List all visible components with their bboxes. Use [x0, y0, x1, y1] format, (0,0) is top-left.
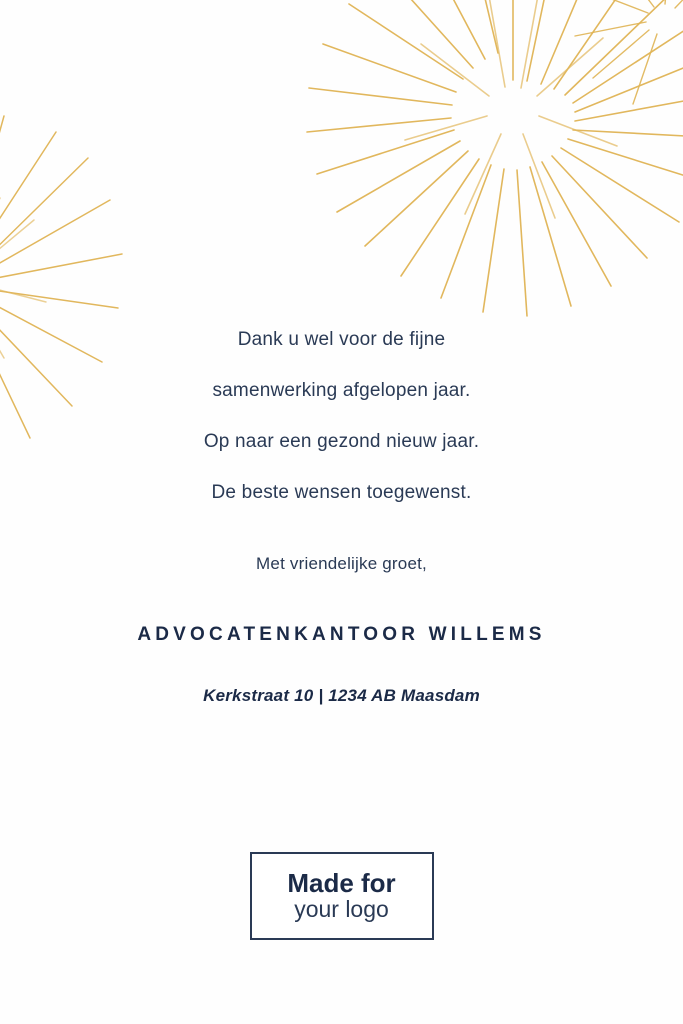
firework-corner-right-icon [543, 0, 683, 140]
message-line-2: samenwerking afgelopen jaar. [212, 380, 471, 401]
logo-placeholder[interactable] [250, 852, 434, 940]
closing-greeting: Met vriendelijke groet, [256, 554, 427, 573]
logo-placeholder-line1: Made for [287, 867, 396, 898]
firework-top-right-icon [283, 0, 683, 340]
message-line-1: Dank u wel voor de fijne [237, 329, 446, 350]
company-name: ADVOCATENKANTOOR WILLEMS [137, 624, 546, 645]
message-line-3: Op naar een gezond nieuw jaar. [203, 431, 480, 452]
message-line-4: De beste wensen toegewenst. [211, 482, 472, 503]
card-content [0, 330, 683, 723]
logo-placeholder-line2: your logo [294, 896, 389, 922]
company-address: Kerkstraat 10 | 1234 AB Maasdam [203, 686, 480, 705]
